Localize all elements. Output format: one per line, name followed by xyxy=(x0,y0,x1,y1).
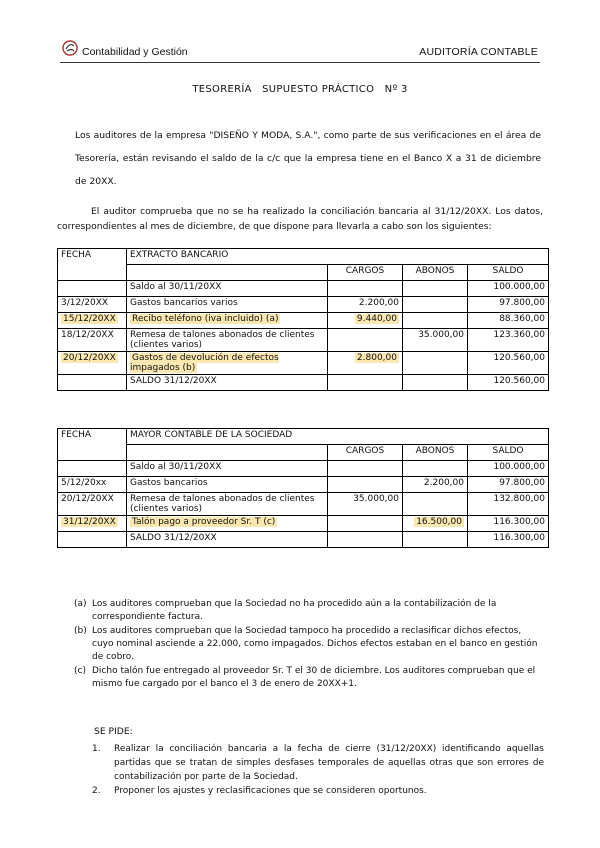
highlighted-date: 20/12/20XX xyxy=(63,353,116,363)
highlighted-concept: Gastos de devolución de efectos impagados (b) xyxy=(130,353,279,373)
table-row: SALDO 31/12/20XX 116.300,00 xyxy=(58,532,549,548)
table-title: MAYOR CONTABLE DE LA SOCIEDAD xyxy=(127,429,549,445)
highlighted-amount: 16.500,00 xyxy=(416,517,462,527)
highlighted-date: 31/12/20XX xyxy=(63,517,116,527)
se-pide-heading: SE PIDE: xyxy=(94,726,133,737)
table-row: Saldo al 30/11/20XX 100.000,00 xyxy=(58,281,549,297)
note-item: (a) Los auditores comprueban que la Sociedad no ha procedido aún a la contabilización de la correspondiente factura. xyxy=(74,599,497,622)
ledger-table xyxy=(57,428,549,548)
col-fecha-header: FECHA xyxy=(58,429,127,461)
notes-list xyxy=(74,598,544,692)
col-cargos-header: CARGOS xyxy=(328,265,403,281)
note-item: (c) Dicho talón fue entregado al proveedor Sr. T el 30 de diciembre. Los auditores comprueban que el mismo fue cargado por el banco el 3 de enero de 20XX+1. xyxy=(74,666,536,689)
highlighted-concept: Recibo teléfono (iva incluido) (a) xyxy=(132,314,279,324)
col-cargos-header: CARGOS xyxy=(328,445,403,461)
highlighted-date: 15/12/20XX xyxy=(63,314,116,324)
bank-statement-table xyxy=(57,248,549,391)
table-row: 31/12/20XX Talón pago a proveedor Sr. T (c) 16.500,00 116.300,00 xyxy=(58,516,549,532)
task-item: 2. Proponer los ajustes y reclasificaciones que se consideren oportunos. xyxy=(92,786,427,796)
data-paragraph: El auditor comprueba que no se ha realizado la conciliación bancaria al 31/12/20XX. Los datos, correspondientes al mes de diciembre, de que dispone para llevarla a cabo son los siguientes: xyxy=(57,206,543,232)
table-row: Saldo al 30/11/20XX 100.000,00 xyxy=(58,461,549,477)
highlighted-amount: 9.440,00 xyxy=(356,314,397,324)
col-saldo-header: SALDO xyxy=(468,265,549,281)
table-row: SALDO 31/12/20XX 120.560,00 xyxy=(58,375,549,391)
task-item: 1. Realizar la conciliación bancaria a la fecha de cierre (31/12/20XX) identificando aquellas partidas que se tratan de simples desfases temporales de aquellas otras que son errores de contabilización por parte de la Sociedad. xyxy=(92,744,544,782)
table-row: 3/12/20XX Gastos bancarios varios 2.200,00 97.800,00 xyxy=(58,297,549,313)
section-name: AUDITORÍA CONTABLE xyxy=(419,46,538,58)
table-row: 5/12/20xx Gastos bancarios 2.200,00 97.800,00 xyxy=(58,477,549,493)
brand-name: Contabilidad y Gestión xyxy=(82,46,188,58)
table-row: 18/12/20XX Remesa de talones abonados de clientes (clientes varios) 35.000,00 123.360,00 xyxy=(58,329,549,352)
table-title: EXTRACTO BANCARIO xyxy=(127,249,549,265)
col-abonos-header: ABONOS xyxy=(403,265,468,281)
table-row: 20/12/20XX Remesa de talones abonados de clientes (clientes varios) 35.000,00 132.800,00 xyxy=(58,493,549,516)
col-abonos-header: ABONOS xyxy=(403,445,468,461)
page-header xyxy=(60,40,540,63)
col-fecha-header: FECHA xyxy=(58,249,127,281)
intro-paragraph: Los auditores de la empresa "DISEÑO Y MODA, S.A.", como parte de sus verificaciones en el área de Tesorería, están revisando el saldo de la c/c que la empresa tiene en el Banco X a 31 de diciembre de 20XX. xyxy=(75,130,541,187)
highlighted-concept: Talón pago a proveedor Sr. T (c) xyxy=(132,517,276,527)
col-saldo-header: SALDO xyxy=(468,445,549,461)
table-row: 15/12/20XX Recibo teléfono (iva incluido) (a) 9.440,00 88.360,00 xyxy=(58,313,549,329)
note-item: (b) Los auditores comprueban que la Sociedad tampoco ha procedido a reclasificar dichos efectos, cuyo nominal asciende a 22.000, como impagados. Dichos efectos estaban en el banco en gestión de cobro. xyxy=(74,626,538,662)
document-title: TESORERÍA SUPUESTO PRÁCTICO Nº 3 xyxy=(192,84,408,95)
tasks-list xyxy=(92,742,544,798)
logo-icon xyxy=(62,40,78,56)
table-row: 20/12/20XX Gastos de devolución de efectos impagados (b) 2.800,00 120.560,00 xyxy=(58,352,549,375)
highlighted-amount: 2.800,00 xyxy=(356,353,397,363)
